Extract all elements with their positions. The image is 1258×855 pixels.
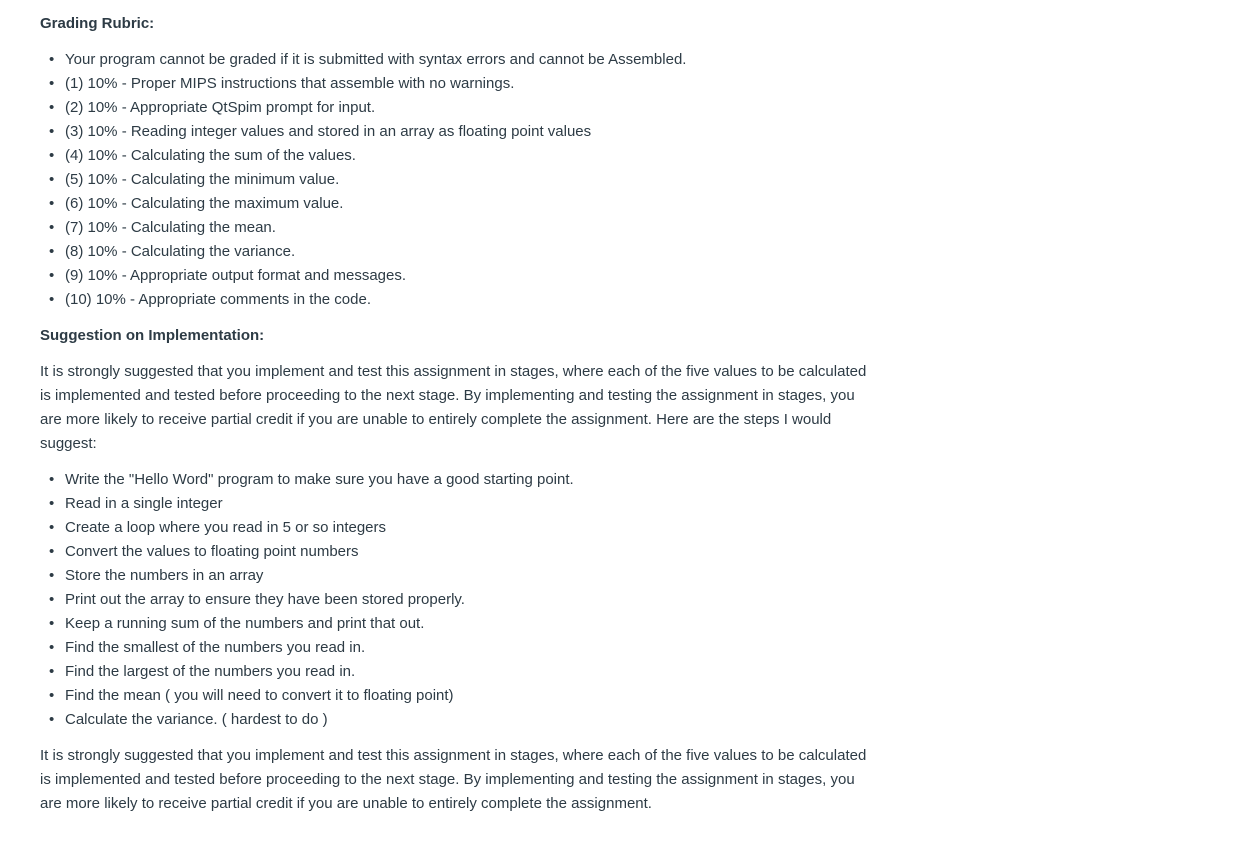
step-item: • Convert the values to floating point numbers	[40, 540, 880, 564]
step-item: • Find the mean ( you will need to convert it to floating point)	[40, 684, 880, 708]
rubric-item: • (2) 10% - Appropriate QtSpim prompt for input.	[40, 96, 880, 120]
suggestion-heading: Suggestion on Implementation:	[40, 327, 265, 344]
rubric-item: • (5) 10% - Calculating the minimum value.	[40, 168, 880, 192]
suggested-steps-list	[40, 468, 880, 732]
assignment-content	[40, 12, 880, 816]
step-item: • Create a loop where you read in 5 or so integers	[40, 516, 880, 540]
grading-rubric-list	[40, 48, 880, 312]
closing-paragraph: It is strongly suggested that you implement and test this assignment in stages, where each of the five values to be calculated is implemented and tested before proceeding to the next stage. By implementing and testing the assignment in stages, you are more likely to receive partial credit if you are unable to entirely complete the assignment.	[40, 747, 867, 812]
grading-rubric-heading: Grading Rubric:	[40, 15, 155, 32]
step-item: • Calculate the variance. ( hardest to do )	[40, 708, 880, 732]
rubric-item: • (7) 10% - Calculating the mean.	[40, 216, 880, 240]
rubric-item: • (8) 10% - Calculating the variance.	[40, 240, 880, 264]
step-item: • Store the numbers in an array	[40, 564, 880, 588]
step-item: • Print out the array to ensure they have been stored properly.	[40, 588, 880, 612]
step-item: • Write the "Hello Word" program to make sure you have a good starting point.	[40, 468, 880, 492]
rubric-item: • (6) 10% - Calculating the maximum value.	[40, 192, 880, 216]
rubric-item: • (4) 10% - Calculating the sum of the values.	[40, 144, 880, 168]
rubric-item: • (3) 10% - Reading integer values and stored in an array as floating point values	[40, 120, 880, 144]
step-item: • Find the largest of the numbers you read in.	[40, 660, 880, 684]
step-item: • Read in a single integer	[40, 492, 880, 516]
rubric-item: • (9) 10% - Appropriate output format and messages.	[40, 264, 880, 288]
step-item: • Find the smallest of the numbers you read in.	[40, 636, 880, 660]
step-item: • Keep a running sum of the numbers and print that out.	[40, 612, 880, 636]
rubric-item: • Your program cannot be graded if it is submitted with syntax errors and cannot be Assembled.	[40, 48, 880, 72]
rubric-item: • (1) 10% - Proper MIPS instructions that assemble with no warnings.	[40, 72, 880, 96]
suggestion-paragraph: It is strongly suggested that you implement and test this assignment in stages, where each of the five values to be calculated is implemented and tested before proceeding to the next stage. By implementing and testing the assignment in stages, you are more likely to receive partial credit if you are unable to entirely complete the assignment. Here are the steps I would suggest:	[40, 363, 867, 452]
rubric-item: • (10) 10% - Appropriate comments in the code.	[40, 288, 880, 312]
